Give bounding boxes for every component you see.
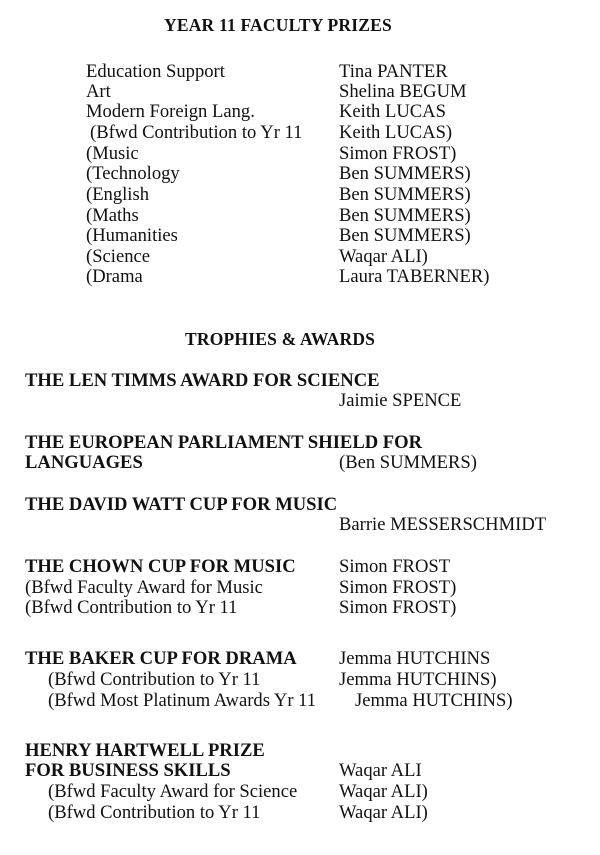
hartwell-sub-name: Waqar ALI) bbox=[339, 781, 428, 802]
chown-sub-name: Simon FROST) bbox=[339, 577, 457, 598]
baker-sub-name: Jemma HUTCHINS) bbox=[355, 690, 513, 711]
faculty-label: (Drama bbox=[86, 266, 143, 287]
hartwell-sub-label: (Bfwd Faculty Award for Science bbox=[48, 781, 298, 802]
faculty-name: Ben SUMMERS) bbox=[339, 163, 471, 184]
faculty-name: Shelina BEGUM bbox=[339, 81, 467, 102]
faculty-name: Ben SUMMERS) bbox=[339, 184, 471, 205]
faculty-name: Tina PANTER bbox=[339, 61, 448, 82]
hartwell-sub-name: Waqar ALI) bbox=[339, 802, 428, 823]
hartwell-prize-title: HENRY HARTWELL PRIZE bbox=[25, 740, 265, 761]
baker-sub-label: (Bfwd Contribution to Yr 11 bbox=[48, 669, 261, 690]
hartwell-sub-label: (Bfwd Contribution to Yr 11 bbox=[48, 802, 261, 823]
len-timms-award-title: THE LEN TIMMS AWARD FOR SCIENCE bbox=[25, 370, 380, 391]
david-watt-cup-title: THE DAVID WATT CUP FOR MUSIC bbox=[25, 494, 338, 515]
faculty-label: (English bbox=[86, 184, 150, 205]
faculty-name: Laura TABERNER) bbox=[339, 266, 490, 287]
faculty-label: Education Support bbox=[86, 61, 225, 82]
hartwell-prize-title: FOR BUSINESS SKILLS bbox=[25, 760, 231, 781]
hartwell-prize-winner: Waqar ALI bbox=[339, 760, 422, 781]
faculty-name: Ben SUMMERS) bbox=[339, 225, 471, 246]
baker-sub-name: Jemma HUTCHINS) bbox=[339, 669, 497, 690]
faculty-label: (Bfwd Contribution to Yr 11 bbox=[90, 122, 303, 143]
baker-cup-title: THE BAKER CUP FOR DRAMA bbox=[25, 648, 297, 669]
european-shield-title: LANGUAGES bbox=[25, 452, 143, 473]
faculty-label: Modern Foreign Lang. bbox=[86, 101, 255, 122]
trophies-heading: TROPHIES & AWARDS bbox=[185, 329, 376, 349]
european-shield-title: THE EUROPEAN PARLIAMENT SHIELD FOR bbox=[25, 432, 423, 453]
faculty-prizes-heading: YEAR 11 FACULTY PRIZES bbox=[164, 15, 392, 35]
chown-cup-title: THE CHOWN CUP FOR MUSIC bbox=[25, 556, 296, 577]
faculty-name: Waqar ALI) bbox=[339, 246, 428, 267]
european-shield-winner: (Ben SUMMERS) bbox=[339, 452, 477, 473]
chown-sub-name: Simon FROST) bbox=[339, 597, 457, 618]
baker-cup-winner: Jemma HUTCHINS bbox=[339, 648, 491, 669]
faculty-label: (Maths bbox=[86, 205, 139, 226]
len-timms-award-winner: Jaimie SPENCE bbox=[339, 390, 462, 411]
baker-sub-label: (Bfwd Most Platinum Awards Yr 11 bbox=[48, 690, 317, 711]
chown-sub-label: (Bfwd Contribution to Yr 11 bbox=[25, 597, 238, 618]
faculty-label: (Technology bbox=[86, 163, 180, 184]
faculty-name: Simon FROST) bbox=[339, 143, 457, 164]
faculty-name: Ben SUMMERS) bbox=[339, 205, 471, 226]
faculty-label: (Humanities bbox=[86, 225, 178, 246]
chown-cup-winner: Simon FROST bbox=[339, 556, 451, 577]
faculty-label: (Music bbox=[86, 143, 139, 164]
faculty-name: Keith LUCAS) bbox=[339, 122, 453, 143]
david-watt-cup-winner: Barrie MESSERSCHMIDT bbox=[339, 514, 547, 535]
faculty-label: (Science bbox=[86, 246, 151, 267]
chown-sub-label: (Bfwd Faculty Award for Music bbox=[25, 577, 263, 598]
faculty-name: Keith LUCAS bbox=[339, 101, 446, 122]
faculty-label: Art bbox=[86, 81, 111, 102]
